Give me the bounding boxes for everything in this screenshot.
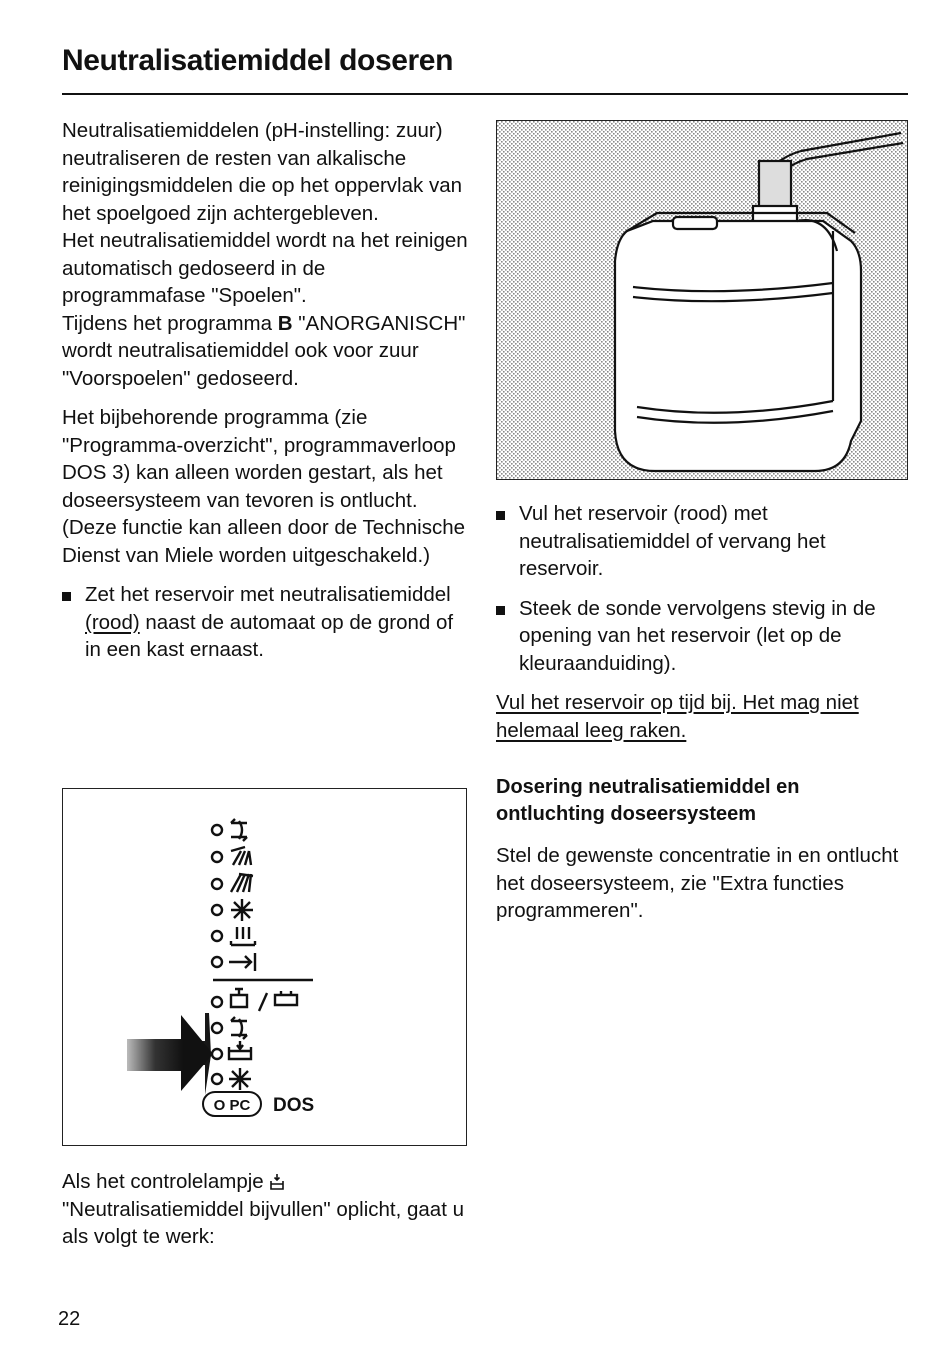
control-panel-figure: [62, 788, 467, 1146]
drying-star-icon: [231, 899, 253, 921]
bullet-probe-text: Steek de sonde vervolgens stevig in de opening van het reservoir (let op de kleuraanduiding).: [519, 596, 876, 675]
bullet-text-underlined: (rood): [85, 610, 140, 634]
dos-label: DOS: [273, 1095, 315, 1116]
paragraph-technical-service: (Deze functie kan alleen door de Technische Dienst van Miele worden uitgeschakeld.): [62, 516, 466, 567]
paragraph-intro: Neutralisatiemiddelen (pH-instelling: zuur) neutraliseren de resten van alkalische reinigingsmiddelen die op het oppervlak van het spoelgoed zijn achtergebleven.: [62, 119, 463, 225]
paragraph-program-b: [62, 310, 474, 393]
bullet-insert-probe: [496, 595, 910, 678]
lamp-5-icon: [212, 931, 222, 941]
after-panel-text-post: "Neutralisatiemiddel bijvullen" oplicht, gaat u als volgt te werk:: [62, 1197, 464, 1248]
program-b-letter: B: [277, 311, 293, 335]
page-number: 22: [58, 1308, 81, 1330]
main-wash-icon: [231, 874, 253, 892]
bullet-fill-text: Vul het reservoir (rood) met neutralisatiemiddel of vervang het reservoir.: [519, 502, 826, 580]
title-rule: [62, 93, 908, 95]
bullet-fill-reservoir: [496, 500, 910, 583]
paragraph-auto-dosing: Het neutralisatiemiddel wordt na het reinigen automatisch gedoseerd in de programmafase "Spoelen".: [62, 229, 468, 307]
right-column: [496, 500, 910, 925]
canister-drawing: [497, 121, 908, 480]
reservoir-illustration: [496, 120, 908, 480]
bullet-place-reservoir: [62, 581, 474, 664]
neutraliser-refill-icon: [229, 1041, 251, 1059]
after-panel-text-pre: Als het controlelampje: [62, 1170, 270, 1193]
after-panel-paragraph: [62, 1168, 472, 1251]
lamp-10-icon: [212, 1074, 222, 1084]
lamp-7-icon: [212, 997, 222, 1007]
shower-icon: [231, 847, 251, 865]
paragraph-program-dos3: Het bijbehorende programma (zie "Programma-overzicht", programmaverloop DOS 3) kan alleen worden gestart, als het doseersysteem van tevoren is ontlucht.: [62, 406, 456, 512]
warning-refill-in-time: Vul het reservoir op tijd bij. Het mag niet helemaal leeg raken.: [496, 691, 859, 742]
bullet-square-icon: [62, 592, 71, 601]
program-b-text-post: "ANORGANISCH" wordt neutralisatiemiddel ook voor zuur "Voorspoelen" gedoseerd.: [62, 311, 466, 390]
lamp-3-icon: [212, 879, 222, 889]
indicator-arrow-icon: [127, 1013, 215, 1095]
bullet-square-icon: [496, 511, 505, 520]
rinse-aid-star-icon: [229, 1068, 251, 1090]
bullet-text-pre: Zet het reservoir met neutralisatiemiddel: [85, 583, 451, 606]
bullet-square-icon: [496, 606, 505, 615]
subheading-dosing-venting: Dosering neutralisatiemiddel en ontluchting doseersysteem: [496, 776, 800, 825]
end-arrow-icon: [229, 953, 255, 971]
tap-tank-icon: [231, 989, 297, 1011]
heating-icon: [231, 927, 255, 945]
pc-label: O PC: [213, 1097, 251, 1114]
prerinse-icon-2: [231, 1017, 247, 1039]
page-title: Neutralisatiemiddel doseren: [62, 44, 453, 77]
program-b-text-pre: Tijdens het programma: [62, 311, 278, 335]
lamp-2-icon: [212, 852, 222, 862]
left-column: [62, 117, 474, 664]
prerinse-icon: [231, 819, 247, 841]
lamp-6-icon: [212, 957, 222, 967]
lamp-1-icon: [212, 825, 222, 835]
neutraliser-refill-inline-icon: [269, 1173, 285, 1191]
lamp-8-icon: [212, 1023, 222, 1033]
control-panel-drawing: [63, 789, 468, 1147]
lamp-9-icon: [212, 1049, 222, 1059]
lamp-4-icon: [212, 905, 222, 915]
paragraph-set-concentration: Stel de gewenste concentratie in en ontlucht het doseersysteem, zie "Extra functies programmeren".: [496, 844, 899, 922]
bullet-text-post: naast de automaat op de grond of in een kast ernaast.: [85, 610, 454, 661]
